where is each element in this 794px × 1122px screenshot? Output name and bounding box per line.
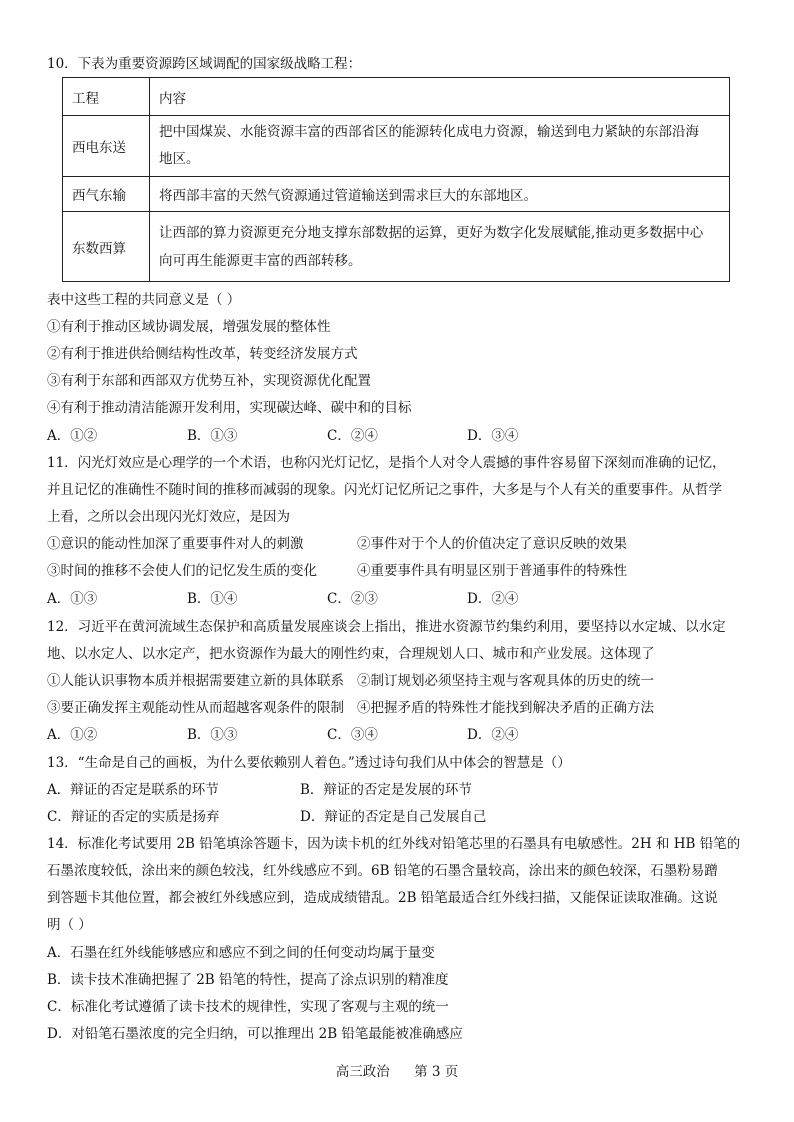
q11-item: ②事件对于个人的价值决定了意识反映的效果: [357, 536, 627, 552]
table-cell-content: 将西部丰富的天然气资源通过管道输送到需求巨大的东部地区。: [150, 177, 730, 212]
q10-option-b[interactable]: B．①③: [187, 428, 238, 444]
table-header-content: 内容: [150, 78, 730, 116]
q10-option-d[interactable]: D．③④: [467, 428, 519, 444]
q14-stem-line: 石墨浓度较低，涂出来的颜色较浅，红外线感应不到。6B 铅笔的石墨含量较高，涂出来的颜色较深，石墨粉易蹭: [47, 863, 718, 879]
q14-option-b[interactable]: B．读卡技术准确把握了 2B 铅笔的特性，提高了涂点识别的精准度: [47, 972, 449, 988]
q11-stem-line: 并且记忆的准确性不随时间的推移而减弱的现象。闪光灯记忆所记之事件，大多是与个人有关的重要事件。从哲学: [47, 482, 722, 498]
content-line: 向可再生能源更丰富的西部转移。: [159, 252, 362, 269]
q10-item: ④有利于推动清洁能源开发利用，实现碳达峰、碳中和的目标: [47, 400, 412, 416]
q11-stem-line: 11．闪光灯效应是心理学的一个术语，也称闪光灯记忆，是指个人对令人震撼的事件容易留下深刻而准确的记忆，: [47, 455, 726, 471]
table-cell-name: 东数西算: [63, 212, 150, 282]
q12-item: ②制订规划必须坚持主观与客观具体的历史的统一: [357, 673, 654, 689]
q11-item: ①意识的能动性加深了重要事件对人的刺激: [47, 536, 304, 552]
q14-stem-line: 14．标准化考试要用 2B 铅笔填涂答题卡，因为读卡机的红外线对铅笔芯里的石墨具有电敏感性。2H 和 HB 铅笔的: [47, 836, 741, 852]
q13-option-d[interactable]: D．辩证的否定是自己发展自己: [300, 809, 487, 825]
q11-option-d[interactable]: D．②④: [467, 591, 519, 607]
q14-stem-line: 到答题卡其他位置，都会被红外线感应到，造成成绩错乱。2B 铅笔最适合红外线扫描，又能保证读取准确。这说: [47, 890, 718, 906]
q13-option-c[interactable]: C．辩证的否定的实质是扬弃: [47, 809, 220, 825]
q14-option-d[interactable]: D．对铅笔石墨浓度的完全归纳，可以推理出 2B 铅笔最能被准确感应: [47, 1026, 463, 1042]
q12-option-b[interactable]: B．①③: [187, 727, 238, 743]
footer-subject: 高三政治: [335, 1064, 390, 1080]
q12-item: ④把握矛盾的特殊性才能找到解决矛盾的正确方法: [357, 700, 654, 716]
q12-stem-line: 12．习近平在黄河流域生态保护和高质量发展座谈会上指出，推进水资源节约集约利用，要坚持以水定城、以水定: [47, 619, 726, 635]
q13-stem: 13．“生命是自己的画板，为什么要依赖别人着色。”透过诗句我们从中体会的智慧是（）: [47, 755, 571, 771]
q11-option-a[interactable]: A．①③: [47, 591, 98, 607]
q10-item: ③有利于东部和西部双方优势互补，实现资源优化配置: [47, 373, 371, 389]
q12-item: ①人能认识事物本质并根据需要建立新的具体联系: [47, 673, 344, 689]
table-row: [63, 177, 730, 212]
q14-stem-line: 明（ ）: [47, 917, 92, 933]
q12-option-d[interactable]: D．②④: [467, 727, 519, 743]
table-row: [63, 116, 730, 177]
q14-option-a[interactable]: A．石墨在红外线能够感应和感应不到之间的任何变动均属于量变: [47, 945, 435, 961]
content-line: 地区。: [159, 151, 200, 167]
content-line: 让西部的算力资源更充分地支撑东部数据的运算，更好为数字化发展赋能,推动更多数据中心: [159, 224, 704, 241]
q14-option-c[interactable]: C．标准化考试遵循了读卡技术的规律性，实现了客观与主观的统一: [47, 999, 449, 1015]
q10-question: 表中这些工程的共同意义是（ ）: [47, 292, 241, 308]
page-footer: [0, 1060, 794, 1080]
q10-item: ②有利于推进供给侧结构性改革，转变经济发展方式: [47, 346, 358, 362]
table-cell-name: 西气东输: [63, 177, 150, 212]
q10-stem: 10．下表为重要资源跨区域调配的国家级战略工程：: [47, 56, 362, 72]
q10-option-c[interactable]: C．②④: [327, 428, 378, 444]
q13-option-a[interactable]: A．辩证的否定是联系的环节: [47, 782, 219, 798]
q10-item: ①有利于推动区域协调发展，增强发展的整体性: [47, 319, 331, 335]
table-cell-name: 西电东送: [63, 116, 150, 177]
q10-option-a[interactable]: A．①②: [47, 428, 98, 444]
q11-item: ④重要事件具有明显区别于普通事件的特殊性: [357, 563, 627, 579]
table-row: [63, 212, 730, 282]
footer-page-number: 第 3 页: [414, 1064, 459, 1080]
q12-option-a[interactable]: A．①②: [47, 727, 98, 743]
table-header-row: [63, 78, 730, 116]
q11-option-b[interactable]: B．①④: [187, 591, 238, 607]
table-cell-content: [150, 212, 730, 282]
table-header-project: 工程: [63, 78, 150, 116]
q12-option-c[interactable]: C．③④: [327, 727, 378, 743]
q11-option-c[interactable]: C．②③: [327, 591, 378, 607]
content-line: 把中国煤炭、水能资源丰富的西部省区的能源转化成电力资源，输送到电力紧缺的东部沿海: [159, 124, 699, 140]
project-table: [62, 77, 730, 282]
q12-stem-line: 地、以水定人、以水定产，把水资源作为最大的刚性约束，合理规划人口、城市和产业发展。这体现了: [47, 646, 655, 662]
q11-stem-line: 上看，之所以会出现闪光灯效应，是因为: [47, 509, 290, 525]
table-cell-content: [150, 116, 730, 177]
q11-item: ③时间的推移不会使人们的记忆发生质的变化: [47, 563, 317, 579]
q13-option-b[interactable]: B．辩证的否定是发展的环节: [300, 782, 472, 798]
q12-item: ③要正确发挥主观能动性从而超越客观条件的限制: [47, 700, 344, 716]
